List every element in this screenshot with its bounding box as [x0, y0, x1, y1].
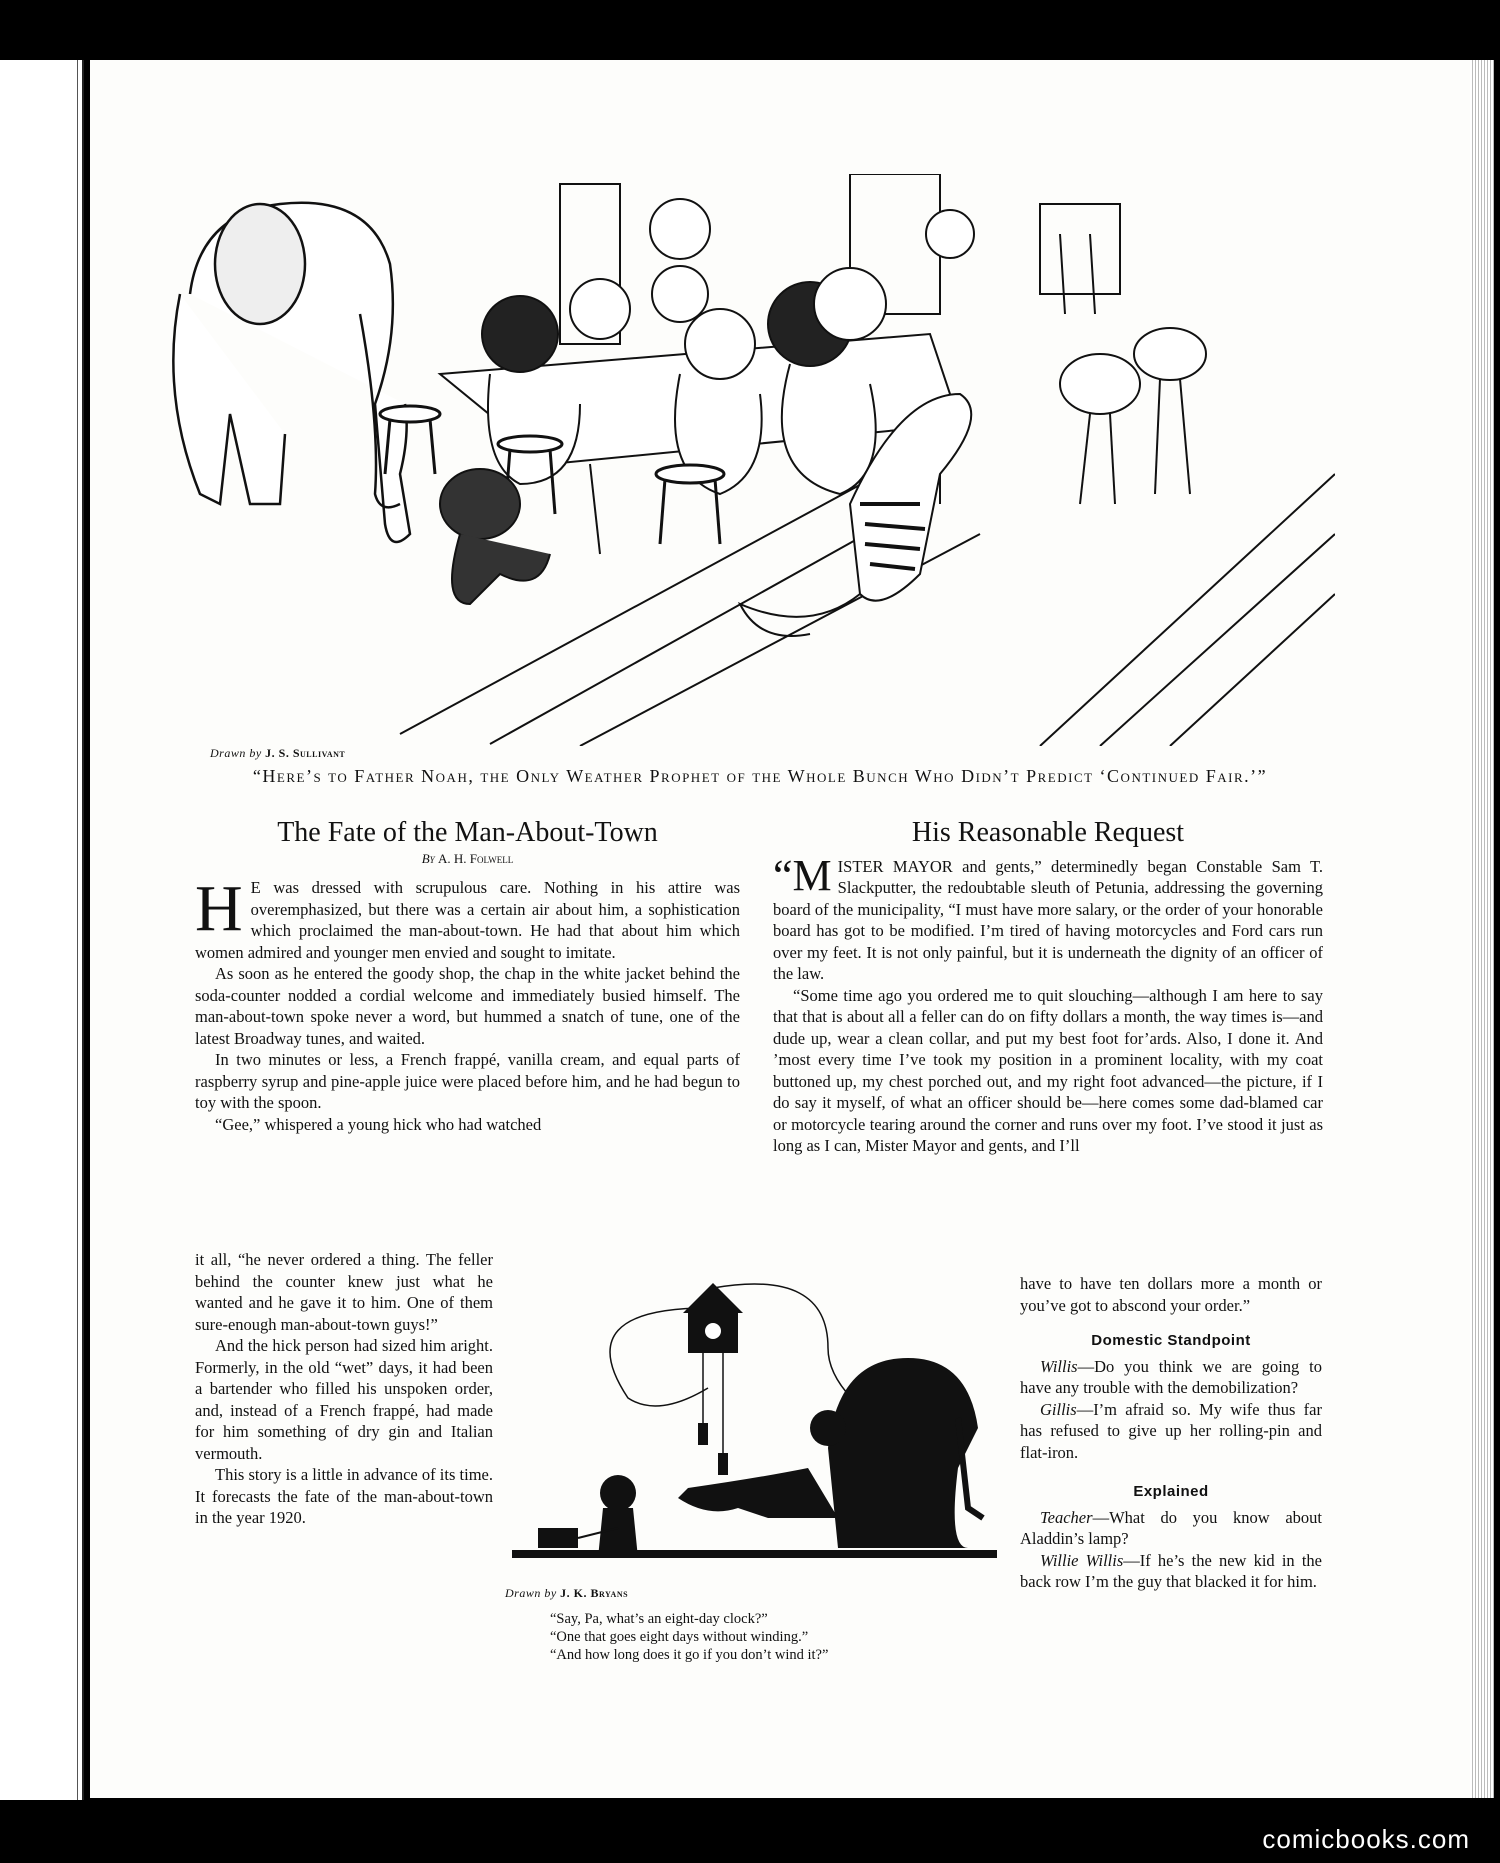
caption-line: “One that goes eight days without winding.”: [550, 1629, 809, 1645]
paragraph: As soon as he entered the goody shop, the chap in the white jacket behind the soda-counter nodded a cordial welcome and immediately busied himself. The man-about-town spoke never a word, but hummed a snatch of tune, one of the latest Broadway tunes, and waited.: [195, 964, 740, 1048]
joke-title: Explained: [1133, 1483, 1209, 1500]
credit-prefix: Drawn by: [210, 746, 262, 760]
facing-page-edge: [0, 60, 84, 1800]
paragraph: And the hick person had sized him aright. Formerly, in the old “wet” days, it had been a bartender who filled his unspoken order, and, instead of a French frappé, had made for him something of dry gin and Italian vermouth.: [195, 1336, 493, 1463]
drop-cap: “M: [773, 850, 832, 900]
paragraph: “Some time ago you ordered me to quit slouching—although I am here to say that that is about all a feller can do on fifty dollars a month, the way times is—and dude up, wear a clean collar, and put my best foot for’ards. Also, I done it. And ’most every time I’ve took my position in a prominent locality, with my coat buttoned up, my chest porched out, and my right foot advanced—the picture, if I do say it myself, of what an officer should be—here comes some dad-blamed car or motorcycle tearing around the corner and runs over my foot. I’ve stood it just as long as I can, Mister Mayor and gents, and I’ll: [773, 985, 1323, 1155]
byline-prefix: By: [421, 850, 435, 866]
story-title: The Fate of the Man-About-Town: [277, 817, 658, 848]
dialogue: —What do you know about Aladdin’s lamp?: [1020, 1507, 1322, 1548]
dialogue: —I’m afraid so. My wife thus far has refused to give up her rolling-pin and flat-iron.: [1020, 1399, 1322, 1462]
story-reasonable-request: [773, 817, 1323, 1157]
story-fate-of-man-about-town: [195, 817, 740, 1135]
caption-line: “And how long does it go if you don’t wind it?”: [550, 1647, 829, 1663]
story-fate-continued: [195, 1249, 493, 1529]
side-column: [1020, 1273, 1322, 1593]
caption-line: “Say, Pa, what’s an eight-day clock?”: [550, 1611, 768, 1627]
eight-day-clock-silhouette: [508, 1268, 998, 1560]
speaker: Willis: [1040, 1356, 1078, 1376]
paragraph: ISTER MAYOR and gents,” determinedly began Constable Sam T. Slackputter, the redoubtable sleuth of Petunia, addressing the governing board of the municipality, “I must have more salary, or the order of your honorable board has got to be modified. I’m tired of having motorcycles and Ford cars run over my feet. It is not only painful, but it is underneath the dignity of an officer of the law.: [773, 856, 1323, 983]
byline-name: A. H. Folwell: [437, 850, 514, 866]
joke-title: Domestic Standpoint: [1091, 1332, 1251, 1349]
paragraph: This story is a little in advance of its time. It forecasts the fate of the man-about-town in the year 1920.: [195, 1465, 493, 1527]
speaker: Willie Willis: [1040, 1550, 1124, 1570]
paragraph: E was dressed with scrupulous care. Nothing in his attire was overemphasized, but there was a certain air about him, a sophistication which proclaimed the man-about-town. He had that about him which women admired and younger men envied and sought to imitate.: [195, 878, 740, 962]
silhouette-caption: [550, 1610, 828, 1664]
credit-name: J. K. Bryans: [560, 1586, 629, 1600]
byline: [195, 848, 740, 870]
speaker: Teacher: [1040, 1507, 1093, 1527]
speaker: Gillis: [1040, 1399, 1077, 1419]
illustration-credit: [210, 746, 345, 761]
credit-name: J. S. Sullivant: [265, 746, 346, 760]
paragraph: have to have ten dollars more a month or you’ve got to abscond your order.”: [1020, 1274, 1322, 1315]
noah-ark-banquet-illustration: [160, 174, 1335, 746]
silhouette-ground: [512, 1550, 997, 1558]
dialogue: —Do you think we are going to have any trouble with the demobilization?: [1020, 1356, 1322, 1397]
dialogue: —If he’s the new kid in the back row I’m the guy that blacked it for him.: [1020, 1550, 1322, 1591]
drop-cap: H: [195, 872, 243, 945]
site-watermark: comicbooks.com: [1262, 1824, 1470, 1854]
paragraph: it all, “he never ordered a thing. The feller behind the counter knew just what he wanted and he gave it to him. One of them sure-enough man-about-town guys!”: [195, 1250, 493, 1334]
page-stack-edge: [1470, 60, 1494, 1798]
silhouette-credit: [505, 1586, 628, 1601]
illustration-caption: “Here’s to Father Noah, the Only Weather Prophet of the Whole Bunch Who Didn’t Predict ‘Continued Fair.’”: [252, 766, 1268, 786]
story-title: His Reasonable Request: [911, 817, 1185, 848]
paragraph: “Gee,” whispered a young hick who had watched: [215, 1114, 542, 1134]
paragraph: In two minutes or less, a French frappé, vanilla cream, and equal parts of raspberry syrup and pine-apple juice were placed before him, and he had begun to toy with the spoon.: [195, 1050, 740, 1112]
credit-prefix: Drawn by: [505, 1586, 557, 1600]
